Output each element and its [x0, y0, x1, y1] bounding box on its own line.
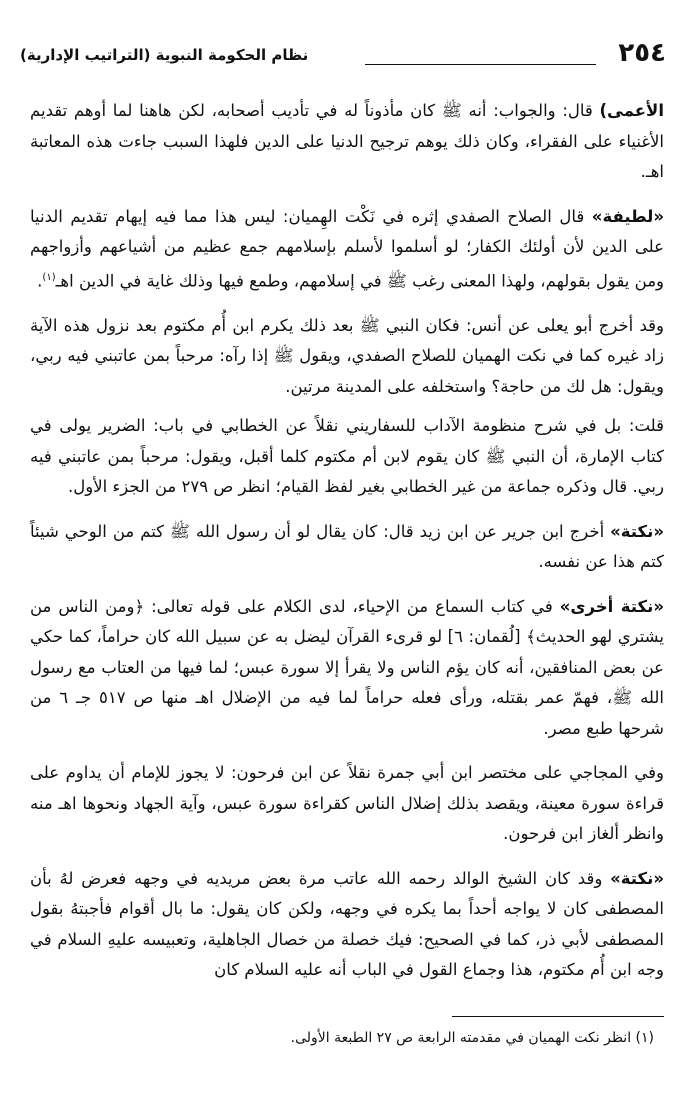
- paragraph-8: [30, 864, 664, 986]
- paragraph-lead: «نكتة»: [610, 868, 664, 888]
- paragraph-text: قال الصلاح الصفدي إثره في نَكْت الهِميان: ليس هذا مما فيه إيهام تقديم الدنيا على الدين لأن أولئك الكفار؛ لو أسلموا لأسلم بإسلامهم جمع عظيم من أشياعهم وأزواجهم ومن يقول بقولهم، ولهذا المعنى رغب ﷺ في إسلامهم، وطمع فيها وذلك غاية في الدين اهـ: [30, 206, 664, 290]
- paragraph-1: [30, 96, 664, 188]
- paragraph-2: [30, 202, 664, 297]
- paragraph-6: [30, 592, 664, 745]
- header-rule: [365, 64, 596, 65]
- paragraph-lead: «نكتة»: [610, 521, 664, 541]
- paragraph-4: [30, 411, 664, 503]
- page-body: [30, 96, 664, 995]
- paragraph-tail: .: [37, 271, 43, 290]
- footnote-rule: [452, 1016, 664, 1017]
- page-header: [20, 36, 666, 76]
- footnote: (١) انظر نكت الهميان في مقدمته الرابعة ص ٢٧ الطبعة الأولى.: [290, 1030, 654, 1046]
- paragraph-3: [30, 311, 664, 403]
- footnote-marker: (١): [42, 271, 56, 283]
- paragraph-text: وقد أخرج أبو يعلى عن أنس: فكان النبي ﷺ بعد ذلك يكرم ابن أُم مكتوم بعد نزول هذه الآية زاد غيره كما في نكت الهميان للصلاح الصفدي، ويقول ﷺ إذا رآه: مرحباً بمن عاتبني فيه ربي، ويقول: هل لك من حاجة؟ واستخلفه على المدينة مرتين.: [30, 315, 664, 396]
- paragraph-7: [30, 758, 664, 850]
- paragraph-text: وفي المجاجي على مختصر ابن أبي جمرة نقلاً عن ابن فرحون: لا يجوز للإمام أن يداوم على قراءة سورة معينة، ويقصد بذلك إضلال الناس كقراءة سورة عبس، وآية الجهاد ونحوها اهـ منه وانظر ألغاز ابن فرحون.: [30, 763, 664, 843]
- page-number: ٢٥٤: [618, 38, 666, 68]
- paragraph-text: قلت: بل في شرح منظومة الآداب للسفاريني نقلاً عن الخطابي في باب: الضرير يولى في كتاب الإمارة، أن النبي ﷺ كان يقوم لابن أم مكتوم كلما أقبل، ويقول: مرحباً بمن عاتبني فيه ربي. قال وذكره جماعة من غير الخطابي بغير لفظ القيام؛ انظر ص ٢٧٩ من الجزء الأول.: [30, 416, 664, 496]
- paragraph-lead: «نكتة أخرى»: [559, 596, 664, 616]
- paragraph-text: قال: والجواب: أنه ﷺ كان مأذوناً له في تأديب أصحابه، لكن هاهنا لما أوهم تقديم الأغنياء على الفقراء، وكان ذلك يوهم ترجيح الدنيا على الدين فلهذا السبب جاءت هذه المعاتبة اهـ.: [30, 101, 664, 181]
- paragraph-text: وقد كان الشيخ الوالد رحمه الله عاتب مرة بعض مريديه في وجهه فعرض لهُ بأن المصطفى كان لا يواجه أحداً بما يكره في وجهه، ولكن كان يقول: ما بال أقوام فأجبتهُ بقول المصطفى لأبي ذر، كما في الصحيح: فيك خصلة من خصال الجاهلية، وتعبيسه عليهِ السلام في وجه ابن أُم مكتوم، هذا وجماع القول في الباب أنه عليه السلام كان: [30, 868, 664, 979]
- running-title: نظام الحكومة النبوية (التراتيب الإدارية): [20, 46, 309, 64]
- paragraph-text: في كتاب السماع من الإحياء، لدى الكلام على قوله تعالى: ﴿ومن الناس من يشتري لهو الحديث﴾ [لُقمان: ٦] لو قرىء القرآن ليضل به عن سبيل الله كان حراماً، كما حكي عن بعض المنافقين، أنه كان يؤم الناس ولا يقرأ إلا سورة عبس؛ لما فيها من العتاب مع رسول الله ﷺ، فهمّ عمر بقتله، ورأى فعله حراماً لما فيه من الإضلال اهـ منها ص ٥١٧ جـ ٦ من شرحها طبع مصر.: [30, 596, 664, 738]
- paragraph-lead: «لطيفة»: [591, 206, 664, 226]
- paragraph-lead: الأعمى): [599, 101, 664, 120]
- paragraph-text: أخرج ابن جرير عن ابن زيد قال: كان يقال لو أن رسول الله ﷺ كتم من الوحي شيئاً كتم هذا عن نفسه.: [30, 521, 664, 571]
- paragraph-5: [30, 517, 664, 578]
